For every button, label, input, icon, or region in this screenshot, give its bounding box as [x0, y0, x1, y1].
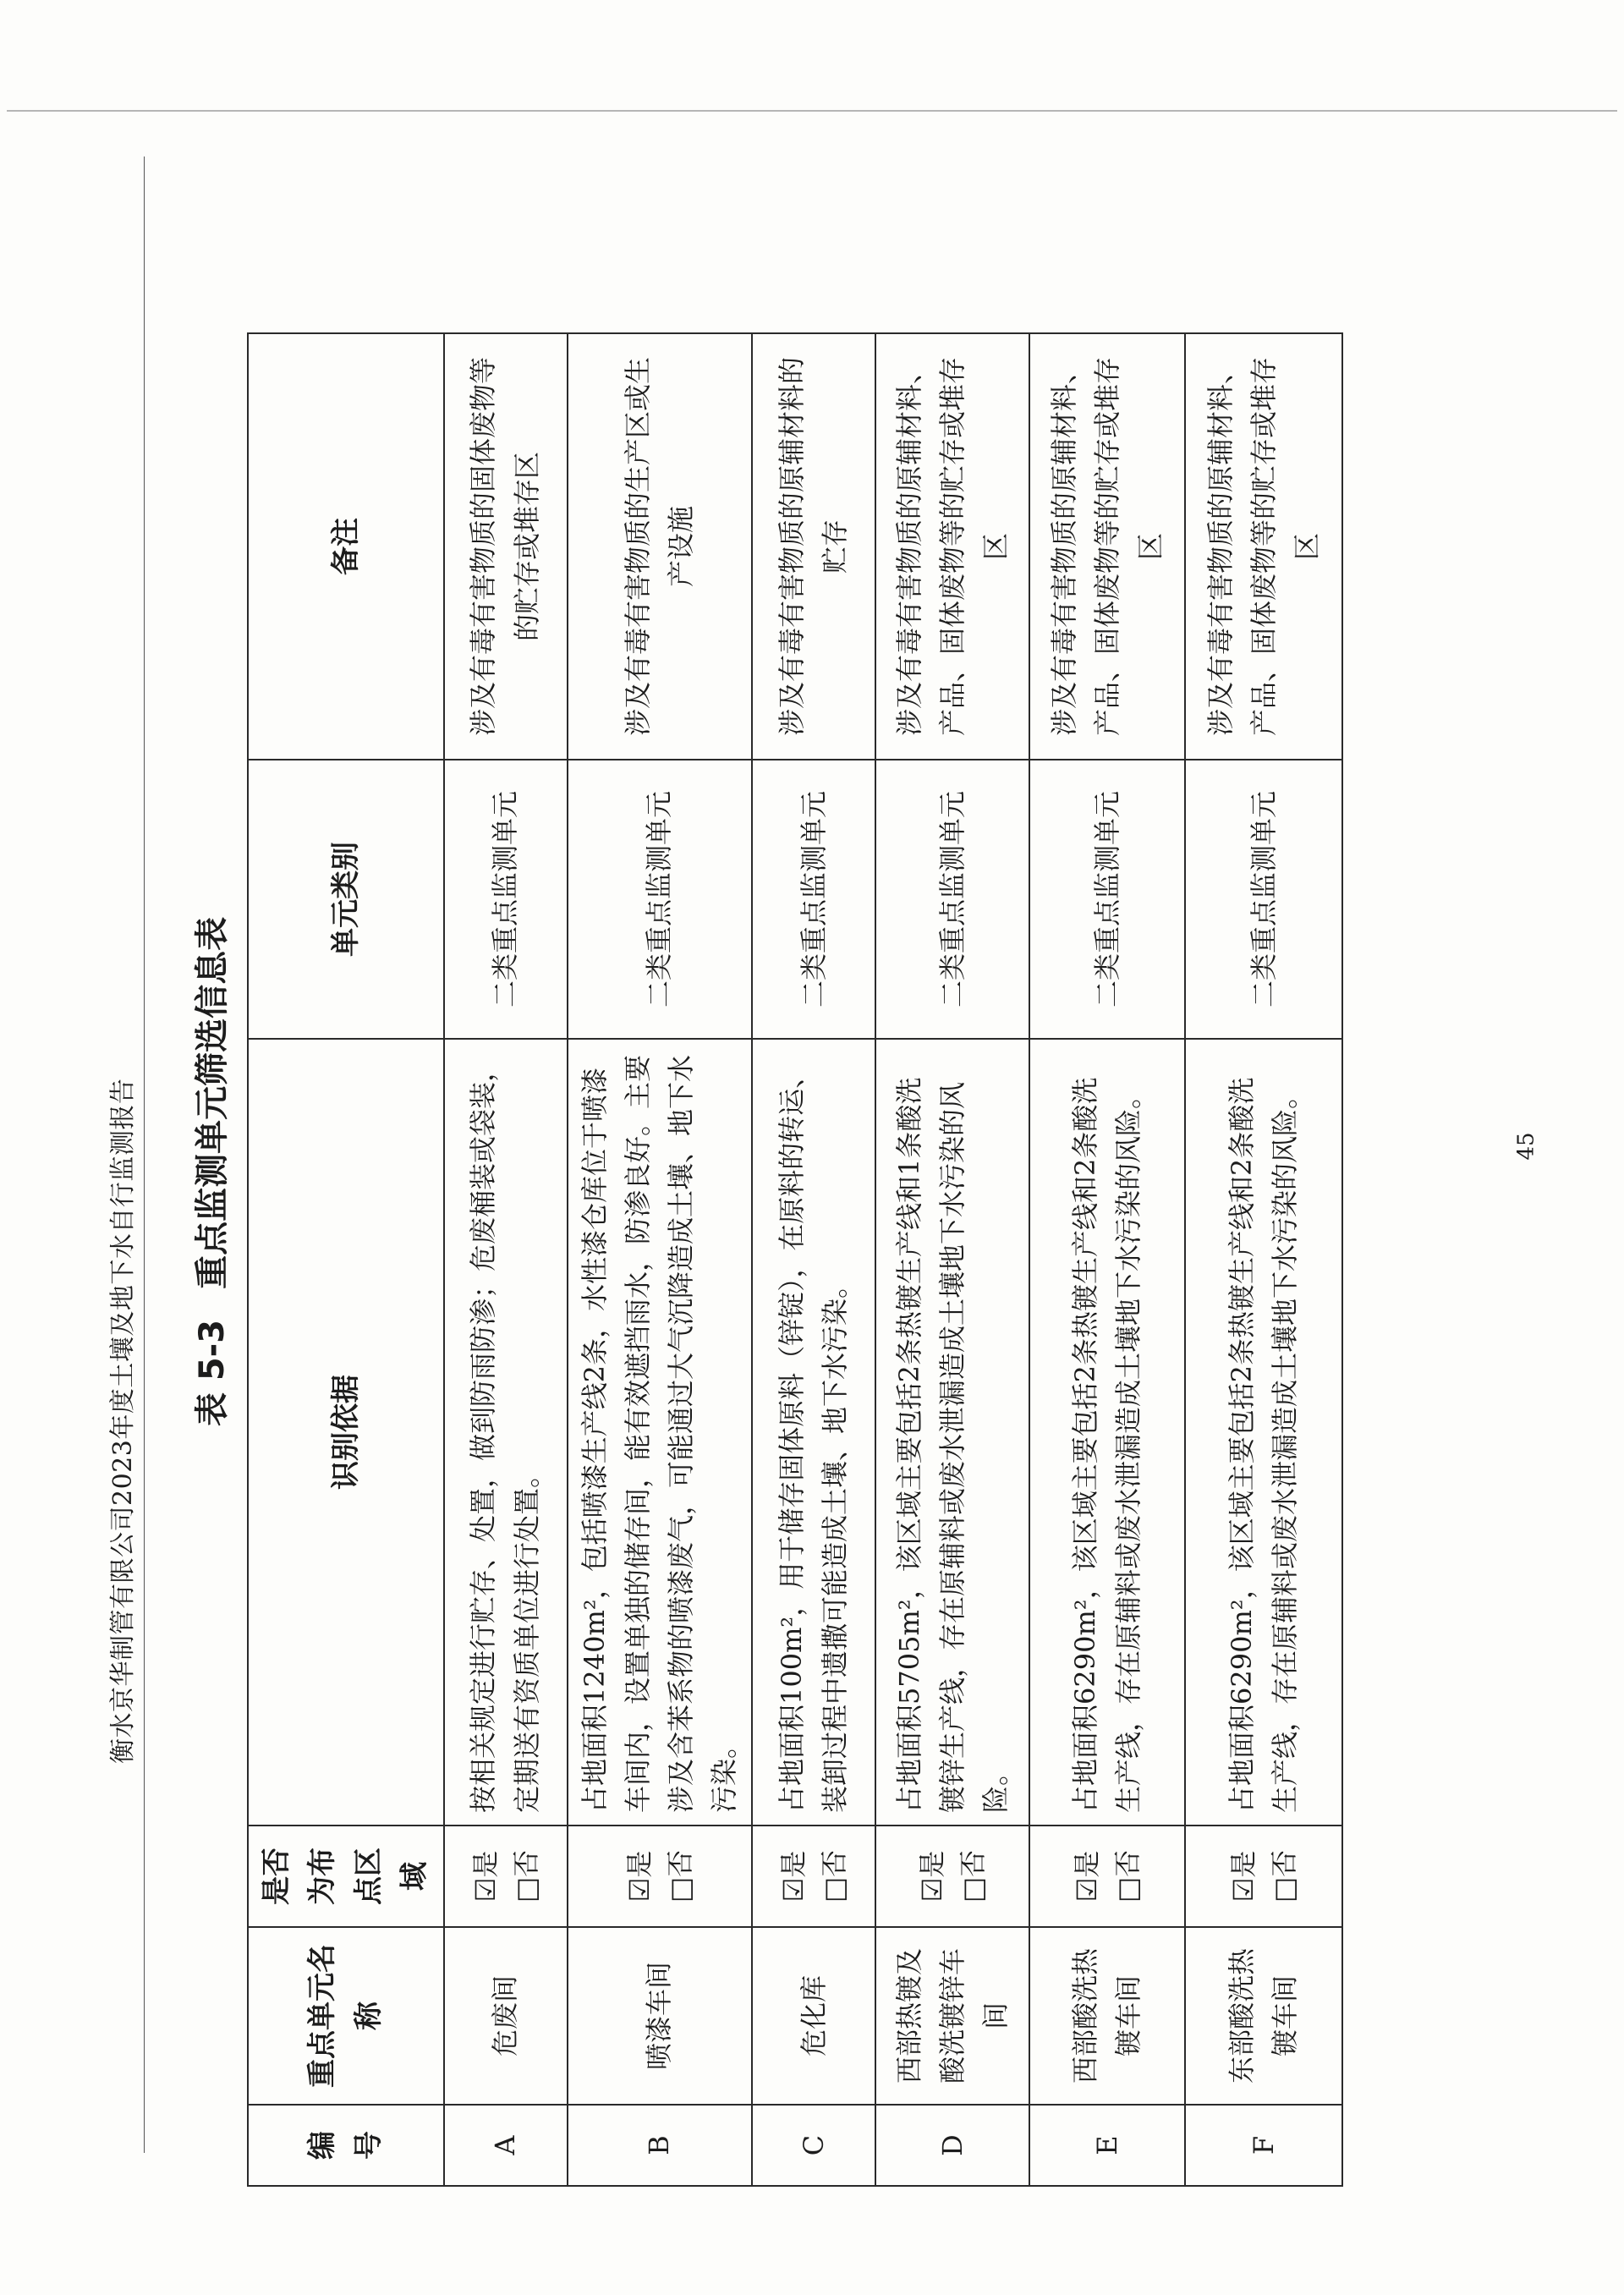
header-rule	[144, 156, 145, 2153]
table-caption	[171, 156, 247, 2187]
cell-sampling	[752, 1826, 875, 1927]
cell-remark: 涉及有毒有害物质的原辅材料、产品、固体废物等的贮存或堆存区	[875, 333, 1029, 760]
cell-basis: 占地面积6290m²，该区域主要包括2条热镀生产线和2条酸洗生产线，存在原辅料或废水泄漏造成土壤地下水污染的风险。	[1029, 1039, 1185, 1826]
checkbox-no: □否	[957, 1849, 990, 1903]
cell-category: 二类重点监测单元	[752, 760, 875, 1039]
cell-name: 危废间	[444, 1927, 568, 2105]
col-header-category: 单元类别	[248, 760, 444, 1039]
cell-name: 喷漆车间	[568, 1927, 753, 2105]
cell-basis: 占地面积6290m²，该区域主要包括2条热镀生产线和2条酸洗生产线，存在原辅料或废水泄漏造成土壤地下水污染的风险。	[1185, 1039, 1342, 1826]
cell-basis: 占地面积100m²，用于储存固体原料（锌锭），在原料的转运、装卸过程中遗撒可能造成土壤、地下水污染。	[752, 1039, 875, 1826]
cell-id: F	[1185, 2105, 1342, 2186]
cell-name: 西部酸洗热镀车间	[1029, 1927, 1185, 2105]
checkbox-no: □否	[1268, 1849, 1301, 1903]
checkbox-no: □否	[1111, 1849, 1144, 1903]
checkbox-yes: ☑是	[1071, 1850, 1104, 1902]
table-row	[568, 333, 753, 2186]
col-header-remark: 备注	[248, 333, 444, 760]
cell-sampling	[1185, 1826, 1342, 1927]
cell-basis: 按相关规定进行贮存、处置，做到防雨防渗；危废桶装或袋装，定期送有资质单位进行处置。	[444, 1039, 568, 1826]
cell-category: 二类重点监测单元	[568, 760, 753, 1039]
cell-name: 危化库	[752, 1927, 875, 2105]
checkbox-yes: ☑是	[623, 1850, 656, 1902]
table-row	[1029, 333, 1185, 2186]
cell-sampling	[568, 1826, 753, 1927]
scan-edge-line	[7, 110, 1617, 112]
table-row	[444, 333, 568, 2186]
cell-category: 二类重点监测单元	[444, 760, 568, 1039]
col-header-name: 重点单元名称	[248, 1927, 444, 2105]
cell-id: D	[875, 2105, 1029, 2186]
page-number: 45	[1513, 1132, 1539, 1161]
cell-remark: 涉及有毒有害物质的原辅材料的贮存	[752, 333, 875, 760]
report-header: 衡水京华制管有限公司2023年度土壤及地下水自行监测报告	[108, 1078, 138, 1764]
col-header-basis: 识别依据	[248, 1039, 444, 1826]
cell-category: 二类重点监测单元	[1185, 760, 1342, 1039]
cell-basis: 占地面积5705m²，该区域主要包括2条热镀生产线和1条酸洗镀锌生产线，存在原辅料或废水泄漏造成土壤地下水污染的风险。	[875, 1039, 1029, 1826]
cell-remark: 涉及有毒有害物质的生产区或生产设施	[568, 333, 753, 760]
report-header-row	[102, 156, 171, 2187]
cell-name: 西部热镀及酸洗镀锌车间	[875, 1927, 1029, 2105]
checkbox-yes: ☑是	[1227, 1850, 1260, 1902]
cell-id: C	[752, 2105, 875, 2186]
cell-basis: 占地面积1240m²，包括喷漆生产线2条，水性漆仓库位于喷漆车间内，设置单独的储存间，能有效遮挡雨水，防渗良好。主要涉及含苯系物的喷漆废气，可能通过大气沉降造成土壤、地下水污染。	[568, 1039, 753, 1826]
rotated-page-content	[102, 156, 1556, 2187]
cell-id: B	[568, 2105, 753, 2186]
col-header-sampling: 是否为布点区域	[248, 1826, 444, 1927]
screening-table	[247, 332, 1343, 2187]
cell-id: A	[444, 2105, 568, 2186]
checkbox-no: □否	[509, 1849, 542, 1903]
cell-remark: 涉及有毒有害物质的原辅材料、产品、固体废物等的贮存或堆存区	[1185, 333, 1342, 760]
table-number: 表 5-3	[192, 1319, 232, 1427]
cell-remark: 涉及有毒有害物质的原辅材料、产品、固体废物等的贮存或堆存区	[1029, 333, 1185, 760]
cell-category: 二类重点监测单元	[875, 760, 1029, 1039]
cell-category: 二类重点监测单元	[1029, 760, 1185, 1039]
checkbox-no: □否	[818, 1849, 851, 1903]
cell-id: E	[1029, 2105, 1185, 2186]
col-header-id: 编号	[248, 2105, 444, 2186]
cell-name: 东部酸洗热镀车间	[1185, 1927, 1342, 2105]
cell-remark: 涉及有毒有害物质的固体废物等的贮存或堆存区	[444, 333, 568, 760]
checkbox-yes: ☑是	[777, 1850, 810, 1902]
checkbox-yes: ☑是	[469, 1850, 502, 1902]
cell-sampling	[444, 1826, 568, 1927]
table-title: 重点监测单元筛选信息表	[192, 916, 232, 1289]
table-row	[1185, 333, 1342, 2186]
checkbox-no: □否	[663, 1849, 696, 1903]
cell-sampling	[875, 1826, 1029, 1927]
table-header-row	[248, 333, 444, 2186]
table-row	[752, 333, 875, 2186]
checkbox-yes: ☑是	[916, 1850, 949, 1902]
cell-sampling	[1029, 1826, 1185, 1927]
table-row	[875, 333, 1029, 2186]
